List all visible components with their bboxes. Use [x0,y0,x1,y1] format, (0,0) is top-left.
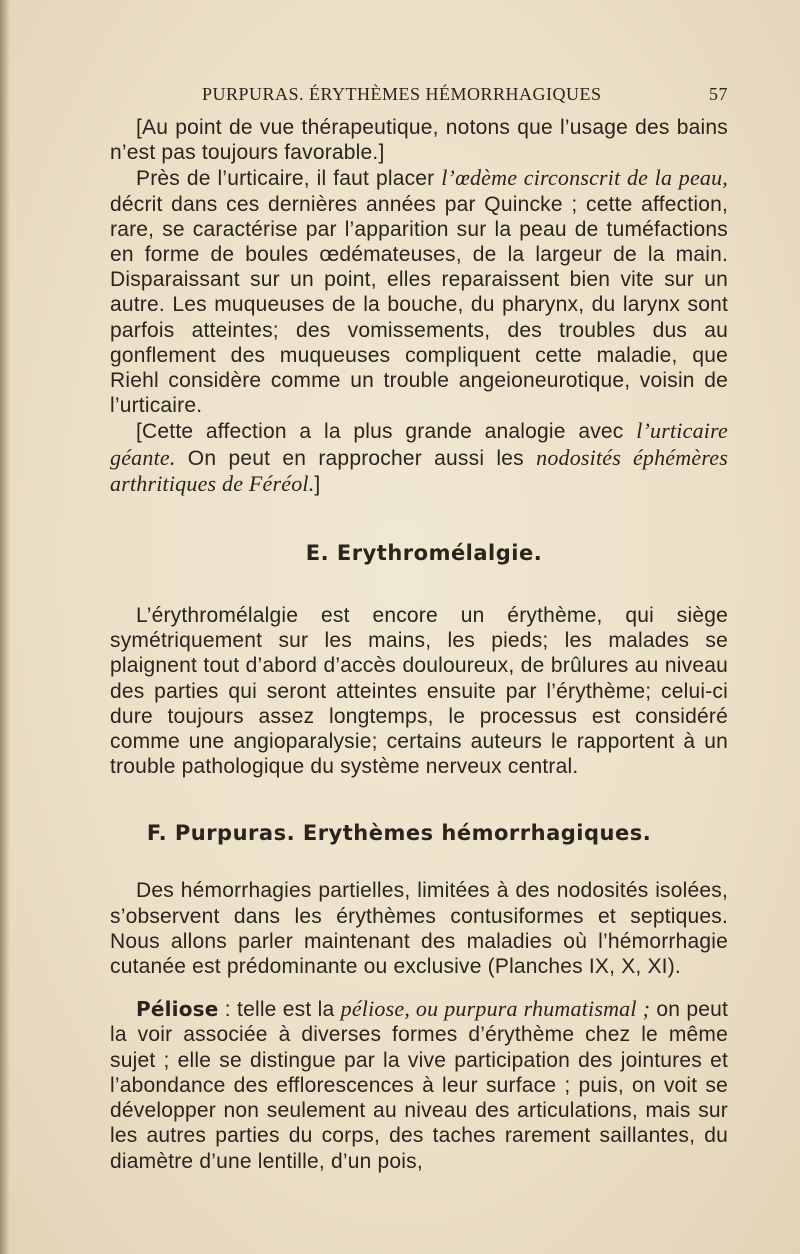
emphasis-term: l’urticaire géante. [110,418,728,470]
text-run: décrit dans ces dernières années par Quincke ; cette affection, rare, se caractérise par l’apparition sur la peau de tuméfactions en forme de boules œdémateuses, de la largeur de la main. Disparaissant sur un point, elles reparaissent bien vite sur un autre. Les muqueuses de la bouche, du pharynx, du larynx sont parfois atteintes; des vomissements, des troubles dus au gonflement des muqueuses compliquent cette maladie, que Riehl considère comme un trouble angeioneurotique, voisin de l’urticaire. [110,192,728,418]
running-title: PURPURAS. ÉRYTHÈMES HÉMORRHAGIQUES [202,84,602,104]
paragraph-erythromelalgia: L’érythromélalgie est encore un érythème, qui siège symétriquement sur les mains, les pieds; les malades se plaignent tout d’abord d’accès douloureux, de brûlures au niveau des parties qui seront atteintes ensuite par l’érythème; celui-ci dure toujours assez longtemps, le processus est considéré comme une angioparalysie; certains auteurs le rapportent à un trouble pathologique du système nerveux central. [110,604,728,779]
emphasis-term: péliose, ou purpura rhumatismal ; [340,996,651,1022]
text-run: On peut en rapprocher aussi les [175,446,537,470]
text-run: Près de l’urticaire, il faut placer [136,167,442,191]
page-number: 57 [709,84,728,104]
text-run: ] [314,472,321,496]
section-heading-f: F. Purpuras. Erythèmes hémorrhagiques. [146,821,652,846]
emphasis-term: l’œdème circonscrit de la peau, [441,165,729,191]
book-page [110,84,728,1174]
section-heading-e: E. Erythromélalgie. [305,541,543,566]
text-run: on peut la voir associée à diverses formes d’érythème chez le même sujet ; elle se distingue par la vive participation des jointures et l’abondance des efflorescences à leur surface ; puis, on voit se développer non seulement au niveau des articulations, mais sur les autres parties du corps, des taches rarement saillantes, du diamètre d’une lentille, d’un pois, [110,998,729,1173]
emphasis-term: nodosités éphémères arthritiques de Féréol. [110,444,728,496]
text-run: : telle est la [218,998,341,1022]
run-in-heading: Péliose [136,997,219,1022]
paragraph-hemorrhages: Des hémorrhagies partielles, limitées à des nodosités isolées, s’observent dans les érythèmes contusiformes et septiques. Nous allons parler maintenant des maladies où l’hémorrhagie cutanée est prédominante ou exclusive (Planches IX, X, XI). [110,879,728,979]
paragraph-quincke-edema [110,165,728,418]
running-head [202,84,728,105]
paragraph-urticaria-geante [110,418,728,497]
page-edge-shadow [0,0,10,1254]
text-run: [Cette affection a la plus grande analogie avec [136,420,637,444]
paragraph-peliose [110,996,728,1173]
paragraph-therapeutics: [Au point de vue thérapeutique, notons que l’usage des bains n’est pas toujours favorable.] [110,116,728,165]
